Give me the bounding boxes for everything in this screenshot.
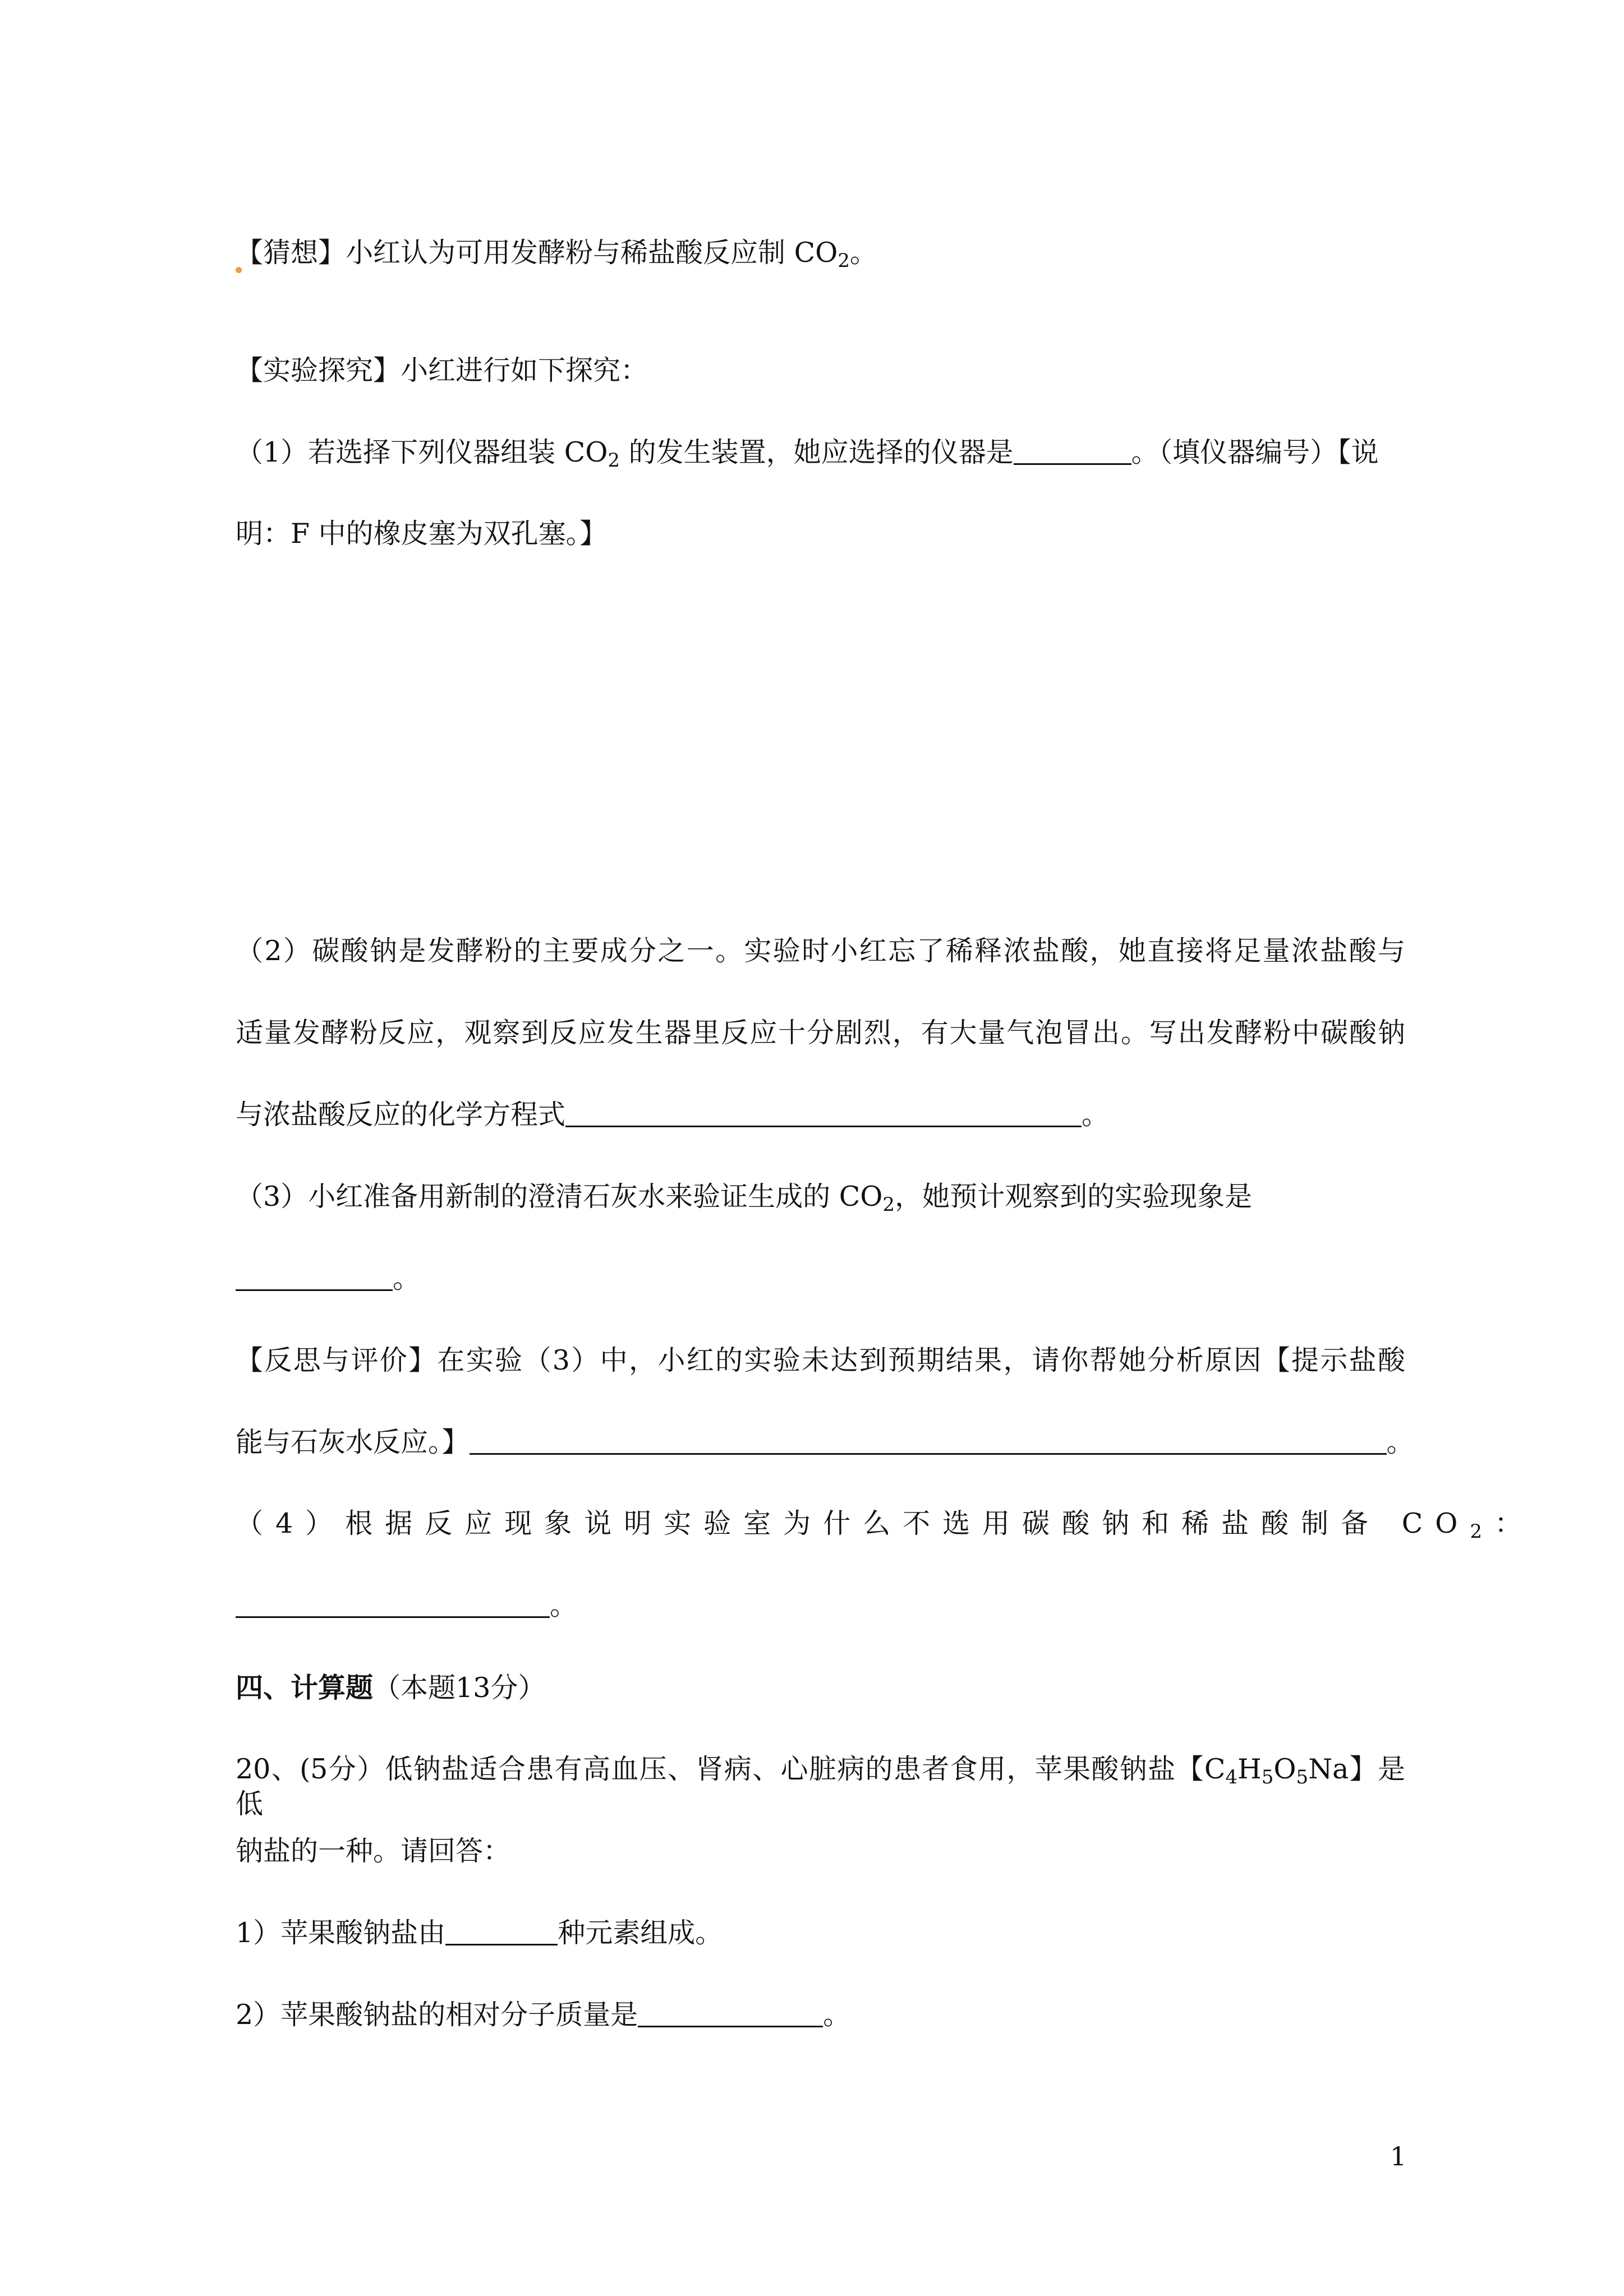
apparatus-figure-area bbox=[236, 594, 1405, 886]
question-20-sub-1: 1）苹果酸钠盐由 种元素组成。 bbox=[236, 1917, 723, 1949]
question-1-line-1: （1）若选择下列仪器组装 $CO_2$ 的发生装置，她应选择的仪器是 。（填仪器编号）【说 bbox=[236, 436, 1379, 472]
element-count-blank[interactable] bbox=[445, 1921, 558, 1945]
hypothesis-line: 【猜想】小红认为可用发酵粉与稀盐酸反应制 $CO_2$。 bbox=[236, 237, 877, 272]
answer-blank-1[interactable] bbox=[1014, 441, 1131, 465]
molecular-mass-blank[interactable] bbox=[638, 2003, 823, 2027]
section-heading: 四、计算题（本题13分） bbox=[236, 1671, 546, 1704]
phenomenon-blank[interactable] bbox=[236, 1267, 393, 1291]
reason-4-blank[interactable] bbox=[236, 1594, 550, 1618]
question-2-line-3: 与浓盐酸反应的化学方程式 。 bbox=[236, 1099, 1110, 1131]
question-4-line-2: 。 bbox=[236, 1588, 1405, 1623]
question-1-line-2: 明：F 中的橡皮塞为双孔塞。】 bbox=[236, 518, 608, 550]
question-20-sub-2: 2）苹果酸钠盐的相对分子质量是 。 bbox=[236, 1999, 851, 2031]
reason-blank[interactable] bbox=[470, 1431, 1387, 1455]
question-20-line-2: 钠盐的一种。请回答： bbox=[236, 1835, 511, 1867]
equation-blank[interactable] bbox=[565, 1103, 1082, 1127]
question-3-line-1: （3）小红准备用新制的澄清石灰水来验证生成的 $CO_2$，她预计观察到的实验现象是 bbox=[236, 1181, 1253, 1216]
page-number: 1 bbox=[1390, 2141, 1407, 2171]
experiment-heading: 【实验探究】小红进行如下探究： bbox=[236, 354, 648, 386]
reflection-line-2: 能与石灰水反应。】 。 bbox=[236, 1426, 1414, 1458]
question-3-line-2: 。 bbox=[236, 1261, 1405, 1296]
question-2-line-1: （2）碳酸钠是发酵粉的主要成分之一。实验时小红忘了稀释浓盐酸，她直接将足量浓盐酸与 bbox=[236, 935, 1405, 967]
reflection-line-1: 【反思与评价】在实验（3）中，小红的实验未达到预期结果，请你帮她分析原因【提示盐酸 bbox=[236, 1344, 1405, 1376]
question-4-line-1: （4）根据反应现象说明实验室为什么不选用碳酸钠和稀盐酸制备 $CO_2$： bbox=[236, 1507, 1535, 1543]
question-20-line-1: 20、(5分）低钠盐适合患有高血压、肾病、心脏病的患者食用，苹果酸钠盐【$C_4H_5O_5Na$】是低 bbox=[236, 1753, 1405, 1820]
question-2-line-2: 适量发酵粉反应，观察到反应发生器里反应十分剧烈，有大量气泡冒出。写出发酵粉中碳酸钠 bbox=[236, 1017, 1405, 1049]
